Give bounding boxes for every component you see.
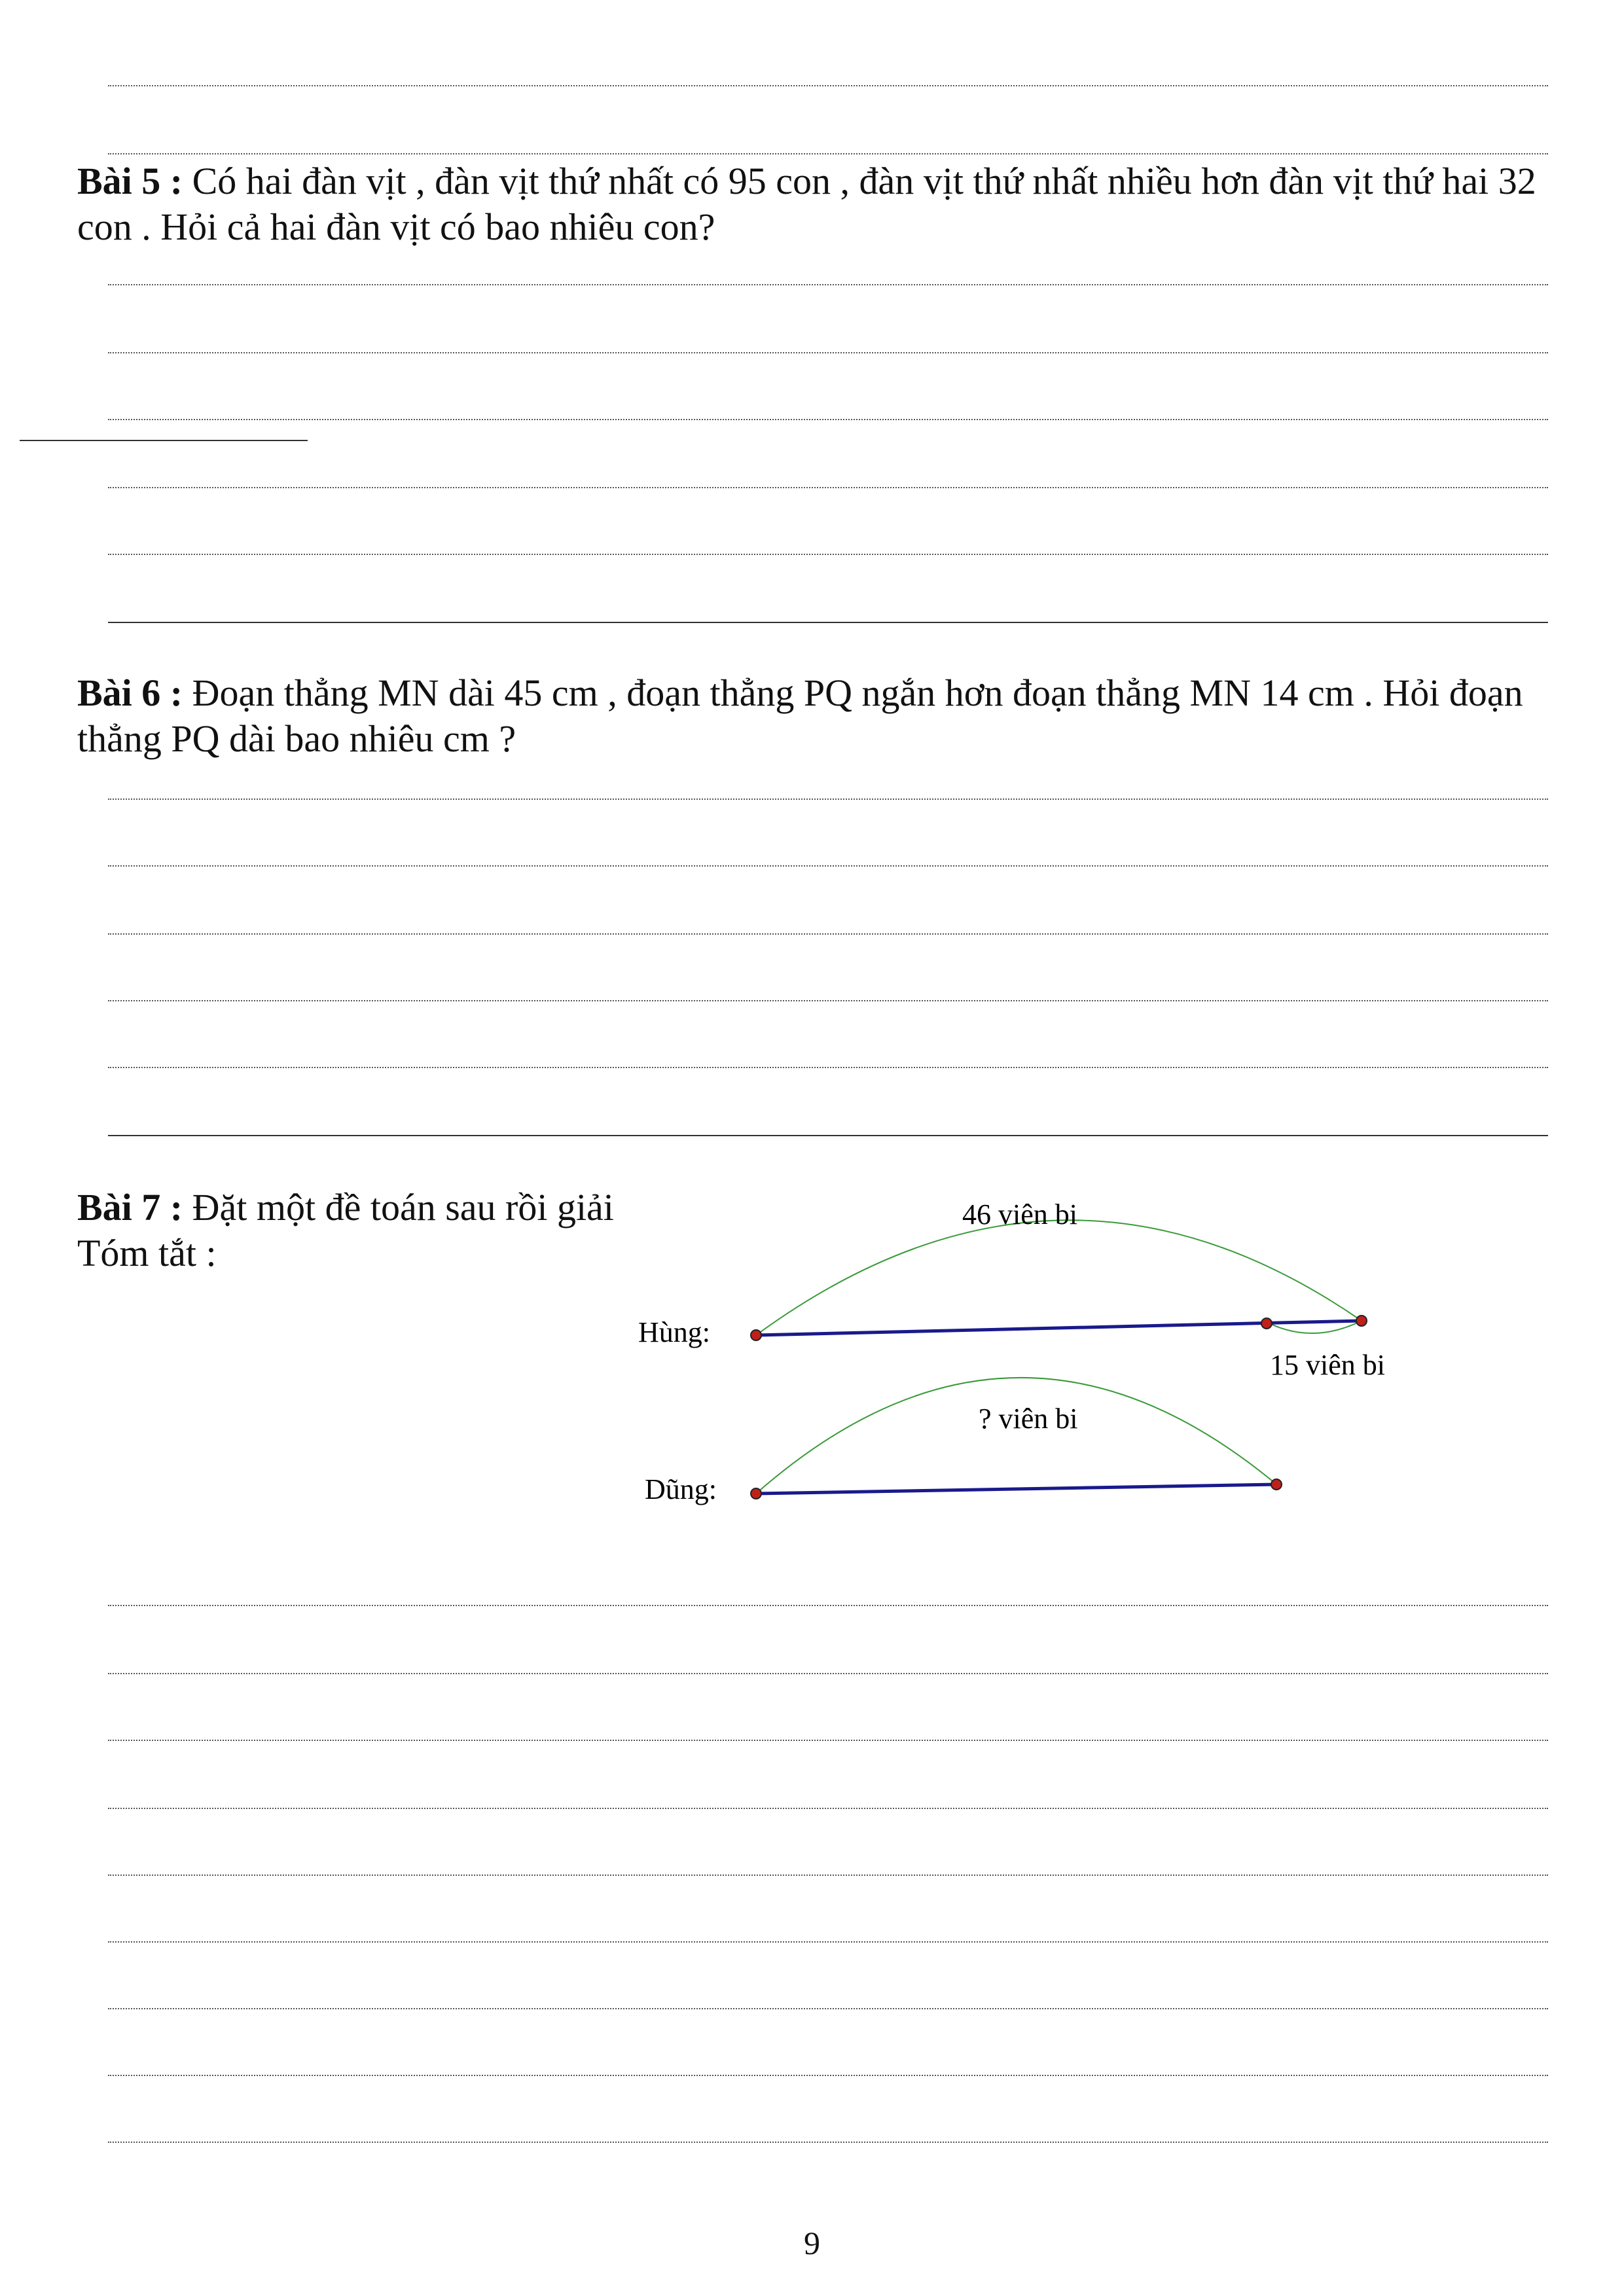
exercise-7-text: Đặt một đề toán sau rồi giải [183,1186,614,1229]
dung-segment [756,1484,1276,1494]
answer-line [108,1673,1548,1674]
exercise-5-label: Bài 5 : [77,160,183,202]
answer-line [108,1808,1548,1809]
point [751,1488,761,1499]
total-arc [756,1220,1362,1335]
summary-label: Tóm tắt : [77,1232,217,1274]
extra-label: 15 viên bi [1270,1349,1385,1381]
dung-label: Dũng: [645,1473,717,1505]
hung-label: Hùng: [638,1316,710,1348]
answer-line [108,2142,1548,2143]
page-number: 9 [804,2225,820,2261]
answer-line [108,2075,1548,2076]
point [1261,1318,1272,1329]
answer-line [108,1605,1548,1606]
answer-line [108,1740,1548,1741]
exercise-6-text: Đoạn thẳng MN dài 45 cm , đoạn thẳng PQ ngắn hơn đoạn thẳng MN 14 cm . Hỏi đoạn thẳng PQ dài bao nhiêu cm ? [77,672,1523,760]
unknown-label: ? viên bi [979,1403,1078,1435]
exercise-5-text: Có hai đàn vịt , đàn vịt thứ nhất có 95 con , đàn vịt thứ nhất nhiều hơn đàn vịt thứ hai 32 con . Hỏi cả hai đàn vịt có bao nhiêu con? [77,160,1536,248]
point [751,1330,761,1340]
point [1356,1316,1367,1326]
point [1271,1479,1282,1490]
answer-line [108,1941,1548,1943]
exercise-7-label: Bài 7 : [77,1186,183,1229]
total-label: 46 viên bi [962,1198,1077,1230]
answer-line [108,1874,1548,1876]
unknown-arc [756,1378,1276,1494]
answer-line [108,2008,1548,2009]
exercise-6-label: Bài 6 : [77,672,183,714]
